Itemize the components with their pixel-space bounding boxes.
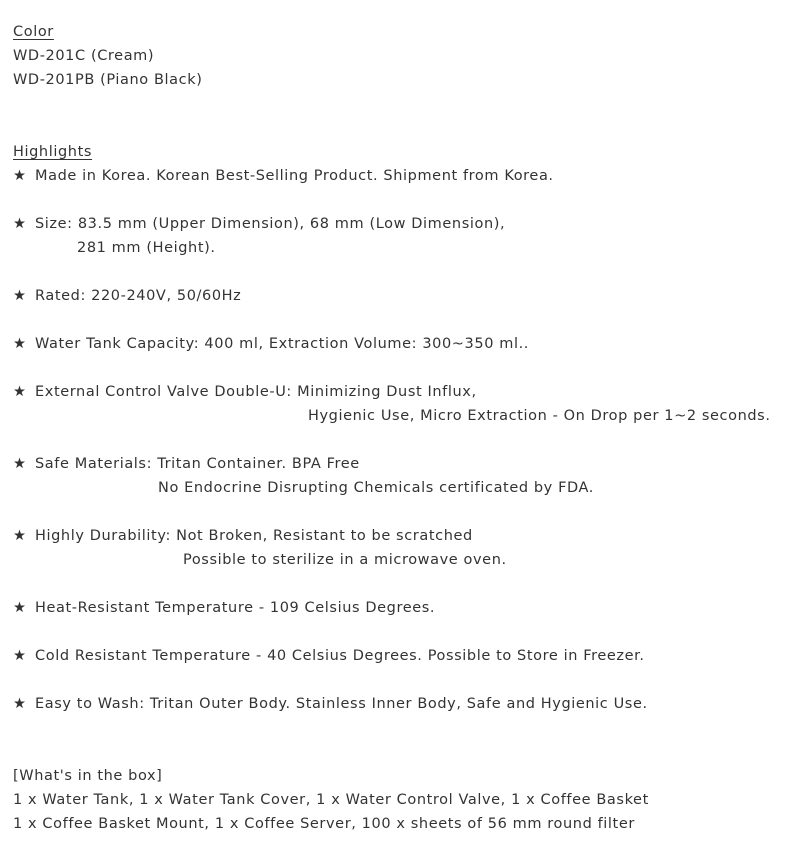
highlight-text: Highly Durability: Not Broken, Resistant to be scratched [35, 528, 473, 544]
star-icon: ★ [13, 336, 27, 352]
highlight-text: Water Tank Capacity: 400 ml, Extraction Volume: 300~350 ml.. [35, 336, 530, 352]
highlight-safe-materials-continued: No Endocrine Disrupting Chemicals certificated by FDA. [158, 480, 594, 496]
highlight-safe-materials [13, 452, 798, 476]
highlight-made-in-korea [13, 164, 798, 188]
color-option-piano-black: WD-201PB (Piano Black) [13, 72, 203, 88]
star-icon: ★ [13, 456, 27, 472]
highlights-heading: Highlights [13, 144, 93, 160]
star-icon: ★ [13, 384, 27, 400]
star-icon: ★ [13, 696, 27, 712]
highlight-text: Size: 83.5 mm (Upper Dimension), 68 mm (Low Dimension), [35, 216, 506, 232]
star-icon: ★ [13, 528, 27, 544]
highlight-text: Heat-Resistant Temperature - 109 Celsius Degrees. [35, 600, 436, 616]
star-icon: ★ [13, 648, 27, 664]
star-icon: ★ [13, 600, 27, 616]
highlight-durability [13, 524, 798, 548]
highlight-text: Made in Korea. Korean Best-Selling Product. Shipment from Korea. [35, 168, 554, 184]
highlight-cold-resistant [13, 644, 798, 668]
box-contents-line: 1 x Water Tank, 1 x Water Tank Cover, 1 x Water Control Valve, 1 x Coffee Basket [13, 792, 649, 808]
color-heading: Color [13, 24, 54, 40]
star-icon: ★ [13, 216, 27, 232]
star-icon: ★ [13, 168, 27, 184]
highlight-text: Cold Resistant Temperature - 40 Celsius Degrees. Possible to Store in Freezer. [35, 648, 645, 664]
highlight-rated [13, 284, 798, 308]
highlight-size-continued: 281 mm (Height). [77, 240, 216, 256]
box-contents-line: 1 x Coffee Basket Mount, 1 x Coffee Server, 100 x sheets of 56 mm round filter [13, 816, 635, 832]
highlight-control-valve-continued: Hygienic Use, Micro Extraction - On Drop per 1~2 seconds. [308, 408, 771, 424]
box-contents-heading: [What's in the box] [13, 768, 163, 784]
highlight-heat-resistant [13, 596, 798, 620]
color-option-cream: WD-201C (Cream) [13, 48, 155, 64]
highlight-capacity [13, 332, 798, 356]
highlight-easy-to-wash [13, 692, 798, 716]
highlight-text: External Control Valve Double-U: Minimizing Dust Influx, [35, 384, 477, 400]
highlight-control-valve [13, 380, 798, 404]
highlight-durability-continued: Possible to sterilize in a microwave oven. [183, 552, 507, 568]
highlight-text: Safe Materials: Tritan Container. BPA Free [35, 456, 360, 472]
highlight-text: Easy to Wash: Tritan Outer Body. Stainless Inner Body, Safe and Hygienic Use. [35, 696, 648, 712]
highlight-size [13, 212, 798, 236]
star-icon: ★ [13, 288, 27, 304]
highlight-text: Rated: 220-240V, 50/60Hz [35, 288, 242, 304]
product-description [13, 20, 798, 836]
